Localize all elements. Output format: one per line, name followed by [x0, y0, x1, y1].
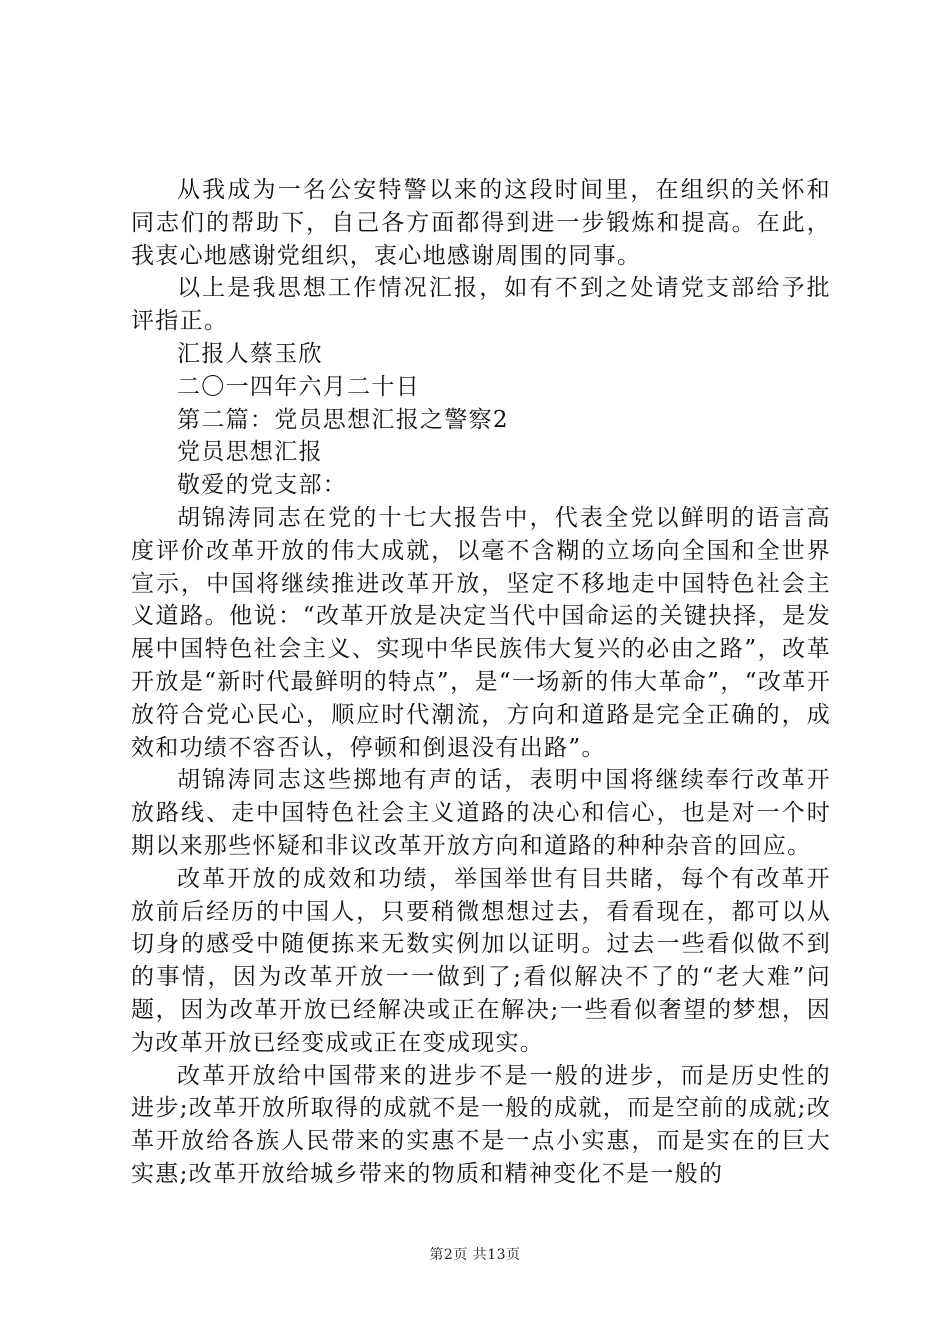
section-heading: 第二篇：党员思想汇报之警察2	[177, 406, 509, 433]
paragraph-body-1: 胡锦涛同志在党的十七大报告中，代表全党以鲜明的语言高度评价改革开放的伟大成就，以毫不含糊的立场向全国和全世界宣示，中国将继续推进改革开放，坚定不移地走中国特色社会主义道路。他说：“改革开放是决定当代中国命运的关键抉择，是发展中国特色社会主义、实现中华民族伟大复兴的必由之路”，改革开放是“新时代最鲜明的特点”，是“一场新的伟大革命”，“改革开放符合党心民心，顺应时代潮流，方向和道路是完全正确的，成效和功绩不容否认，停顿和倒退没有出路”。	[131, 504, 831, 761]
report-date: 二〇一四年六月二十日	[177, 373, 420, 400]
page-number-footer: 第2页 共13页	[429, 1247, 521, 1263]
paragraph-body-3: 改革开放的成效和功绩，举国举世有目共睹，每个有改革开放前后经历的中国人，只要稍微想想过去，看看现在，都可以从切身的感受中随便拣来无数实例加以证明。过去一些看似做不到的事情，因为改革开放一一做到了;看似解决不了的“老大难”问题，因为改革开放已经解决或正在解决;一些看似奢望的梦想，因为改革开放已经变成或正在变成现实。	[131, 865, 831, 1056]
report-title: 党员思想汇报	[177, 439, 323, 466]
document-body	[131, 174, 831, 1191]
salutation: 敬爱的党支部：	[177, 472, 348, 499]
paragraph-body-4: 改革开放给中国带来的进步不是一般的进步，而是历史性的进步;改革开放所取得的成就不是一般的成就，而是空前的成就;改革开放给各族人民带来的实惠不是一点小实惠，而是实在的巨大实惠;改革开放给城乡带来的物质和精神变化不是一般的	[131, 1062, 831, 1187]
paragraph-closing-request: 以上是我思想工作情况汇报，如有不到之处请党支部给予批评指正。	[131, 275, 831, 335]
paragraph-gratitude: 从我成为一名公安特警以来的这段时间里，在组织的关怀和同志们的帮助下，自己各方面都得到进一步锻炼和提高。在此，我衷心地感谢党组织，衷心地感谢周围的同事。	[131, 177, 831, 269]
reporter-signature: 汇报人蔡玉欣	[177, 340, 323, 367]
paragraph-body-2: 胡锦涛同志这些掷地有声的话，表明中国将继续奉行改革开放路线、走中国特色社会主义道路的决心和信心，也是对一个时期以来那些怀疑和非议改革开放方向和道路的种种杂音的回应。	[131, 767, 831, 859]
